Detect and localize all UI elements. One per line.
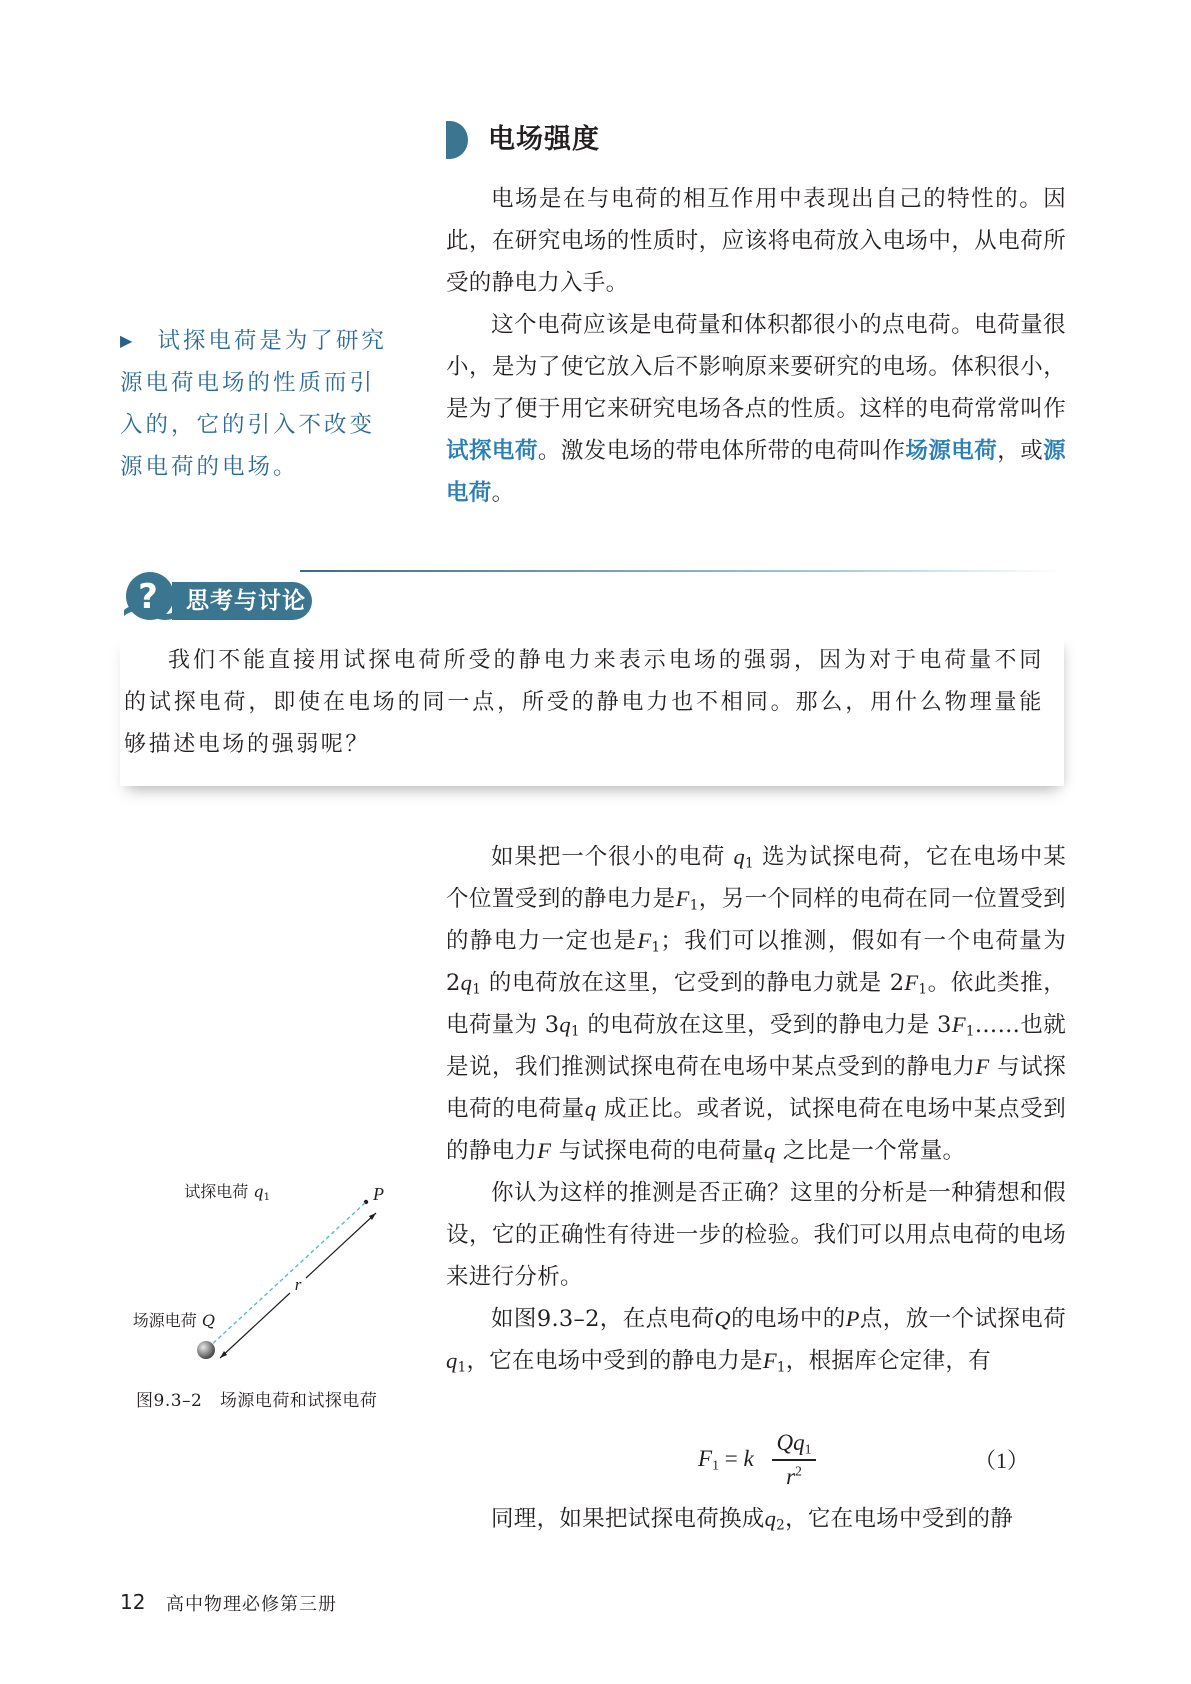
equation-number: （1） (974, 1448, 1030, 1473)
main-paragraph-5: 如图9.3–2，在点电荷Q的电场中的P点，放一个试探电荷$q_1$，它在电场中受到的静电力是$F_1$，根据库仑定律，有 (446, 1306, 1066, 1376)
discuss-divider (300, 570, 1060, 572)
dashed-connecting-line (208, 1202, 366, 1348)
point-p-label: P (373, 1184, 384, 1204)
source-charge-ball (197, 1341, 215, 1359)
figure-caption: 图9.3–2 场源电荷和试探电荷 (136, 1391, 378, 1411)
main-paragraph-4: 你认为这样的推测是否正确？这里的分析是一种猜想和假设，它的正确性有待进一步的检验。我们可以用点电荷的电场来进行分析。 (446, 1180, 1066, 1290)
keyword-source-charge: 源电荷 (446, 438, 1066, 506)
margin-note-text: 试探电荷是为了研究源电荷电场的性质而引入的，它的引入不改变源电荷的电场。 (120, 328, 387, 480)
keyword-field-source-charge: 场源电荷 (905, 438, 998, 464)
equation-fraction: $Qq_1$ $r^2$ (772, 1428, 816, 1492)
main-paragraph-6: 同理，如果把试探电荷换成$q_2$，它在电场中受到的静 (491, 1506, 1014, 1534)
book-title: 高中物理必修第三册 (166, 1594, 337, 1615)
triangle-bullet-icon: ▶ (120, 331, 136, 350)
distance-arrow-upper (306, 1213, 376, 1278)
figure-charges-diagram (120, 1180, 420, 1390)
discuss-text: 我们不能直接用试探电荷所受的静电力来表示电场的强弱，因为对于电荷量不同的试探电荷，即使在电场的同一点，所受的静电力也不相同。那么，用什么物理量能够描述电场的强弱呢？ (124, 648, 1044, 757)
intro-paragraph-2: 这个电荷应该是电荷量和体积都很小的点电荷。电荷量很小，是为了使它放入后不影响原来要研究的电场。体积很小，是为了便于用它来研究电场各点的性质。这样的电荷常常叫作试探电荷。激发电场的带电体所带的电荷叫作场源电荷，或源电荷。 (446, 312, 1066, 506)
discuss-label: 思考与讨论 (172, 582, 312, 620)
section-marker-icon (446, 121, 468, 159)
distance-r-label: r (294, 1275, 302, 1294)
main-text (446, 836, 1066, 1382)
test-charge-label: 试探电荷 q1 (184, 1182, 270, 1203)
source-charge-label: 场源电荷 Q (132, 1311, 215, 1330)
intro-paragraph-1: 电场是在与电荷的相互作用中表现出自己的特性的。因此，在研究电场的性质时，应该将电荷放入电场中，从电荷所受的静电力入手。 (446, 186, 1066, 296)
page-number: 12 (120, 1590, 146, 1614)
svg-text:?: ? (138, 577, 158, 617)
distance-arrow-lower (220, 1293, 290, 1358)
margin-note (120, 320, 398, 488)
intro-text (446, 178, 1066, 514)
main-paragraph-3: 如果把一个很小的电荷 $q_1$ 选为试探电荷，它在电场中某个位置受到的静电力是$F_1$，另一个同样的电荷在同一位置受到的静电力一定也是$F_1$；我们可以推测，假如有一个电荷量为 $2q_1$ 的电荷放在这里，它受到的静电力就是 $2F_1$。依此类推，电荷量为 $3q_1$ 的电荷放在这里，受到的静电力是 $3F_1\dots\dots$也就是说，我们推测试探电荷在电场中某点受到的静电力F 与试探电荷的电荷量q 成正比。或者说，试探电荷在电场中某点受到的静电力F 与试探电荷的电荷量q 之比是一个常量。 (446, 844, 1066, 1164)
section-title: 电场强度 (488, 124, 600, 155)
keyword-test-charge: 试探电荷 (446, 438, 538, 464)
